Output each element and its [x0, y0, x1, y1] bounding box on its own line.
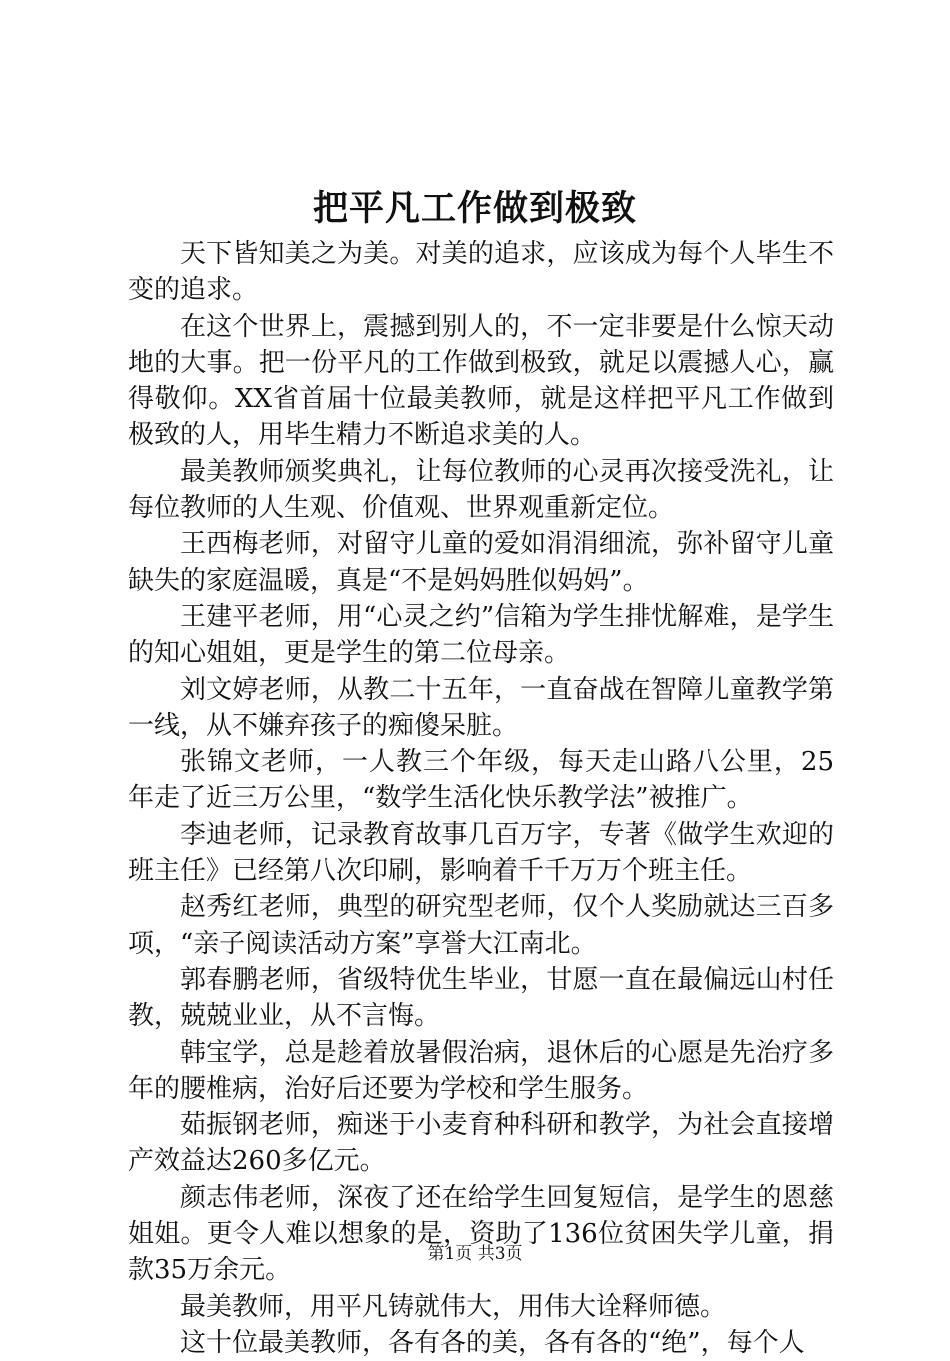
paragraph: 李迪老师，记录教育故事几百万字，专著《做学生欢迎的班主任》已经第八次印刷，影响着千千万万个班主任。	[128, 819, 834, 887]
paragraph: 颜志伟老师，深夜了还在给学生回复短信，是学生的恩慈姐姐。更令人难以想象的是，资助了136位贫困失学儿童，捐款35万余元。	[128, 1182, 834, 1286]
paragraph: 郭春鹏老师，省级特优生毕业，甘愿一直在最偏远山村任教，兢兢业业，从不言悔。	[128, 964, 834, 1032]
paragraph: 茹振钢老师，痴迷于小麦育种科研和教学，为社会直接增产效益达260多亿元。	[128, 1110, 834, 1177]
paragraph: 这十位最美教师，各有各的美，各有各的“绝”，每个人	[180, 1327, 805, 1358]
paragraph: 张锦文老师，一人教三个年级，每天走山路八公里，25年走了近三万公里，“数学生活化快乐教学法”被推广。	[128, 747, 834, 814]
page-title: 把平凡工作做到极致	[312, 188, 637, 229]
paragraph: 王西梅老师，对留守儿童的爱如涓涓细流，弥补留守儿童缺失的家庭温暖，真是“不是妈妈胜似妈妈”。	[128, 529, 834, 596]
paragraph: 王建平老师，用“心灵之约”信箱为学生排忧解难，是学生的知心姐姐，更是学生的第二位母亲。	[128, 601, 834, 669]
paragraph: 在这个世界上，震撼到别人的，不一定非要是什么惊天动地的大事。把一份平凡的工作做到极致，就足以震撼人心，赢得敬仰。XX省首届十位最美教师，就是这样把平凡工作做到极致的人，用毕生精力不断追求美的人。	[128, 311, 834, 451]
paragraph: 刘文婷老师，从教二十五年，一直奋战在智障儿童教学第一线，从不嫌弃孩子的痴傻呆脏。	[128, 674, 834, 741]
page-footer: 第1页 共3页	[427, 1244, 523, 1264]
paragraph: 最美教师，用平凡铸就伟大，用伟大诠释师德。	[180, 1291, 727, 1322]
paragraph: 天下皆知美之为美。对美的追求，应该成为每个人毕生不变的追求。	[128, 239, 834, 306]
paragraph: 最美教师颁奖典礼，让每位教师的心灵再次接受洗礼，让每位教师的人生观、价值观、世界观重新定位。	[128, 456, 834, 524]
document-body	[128, 236, 834, 1361]
paragraph: 赵秀红老师，典型的研究型老师，仅个人奖励就达三百多项，“亲子阅读活动方案”享誉大江南北。	[128, 892, 834, 959]
paragraph: 韩宝学，总是趁着放暑假治病，退休后的心愿是先治疗多年的腰椎病，治好后还要为学校和学生服务。	[128, 1037, 834, 1104]
